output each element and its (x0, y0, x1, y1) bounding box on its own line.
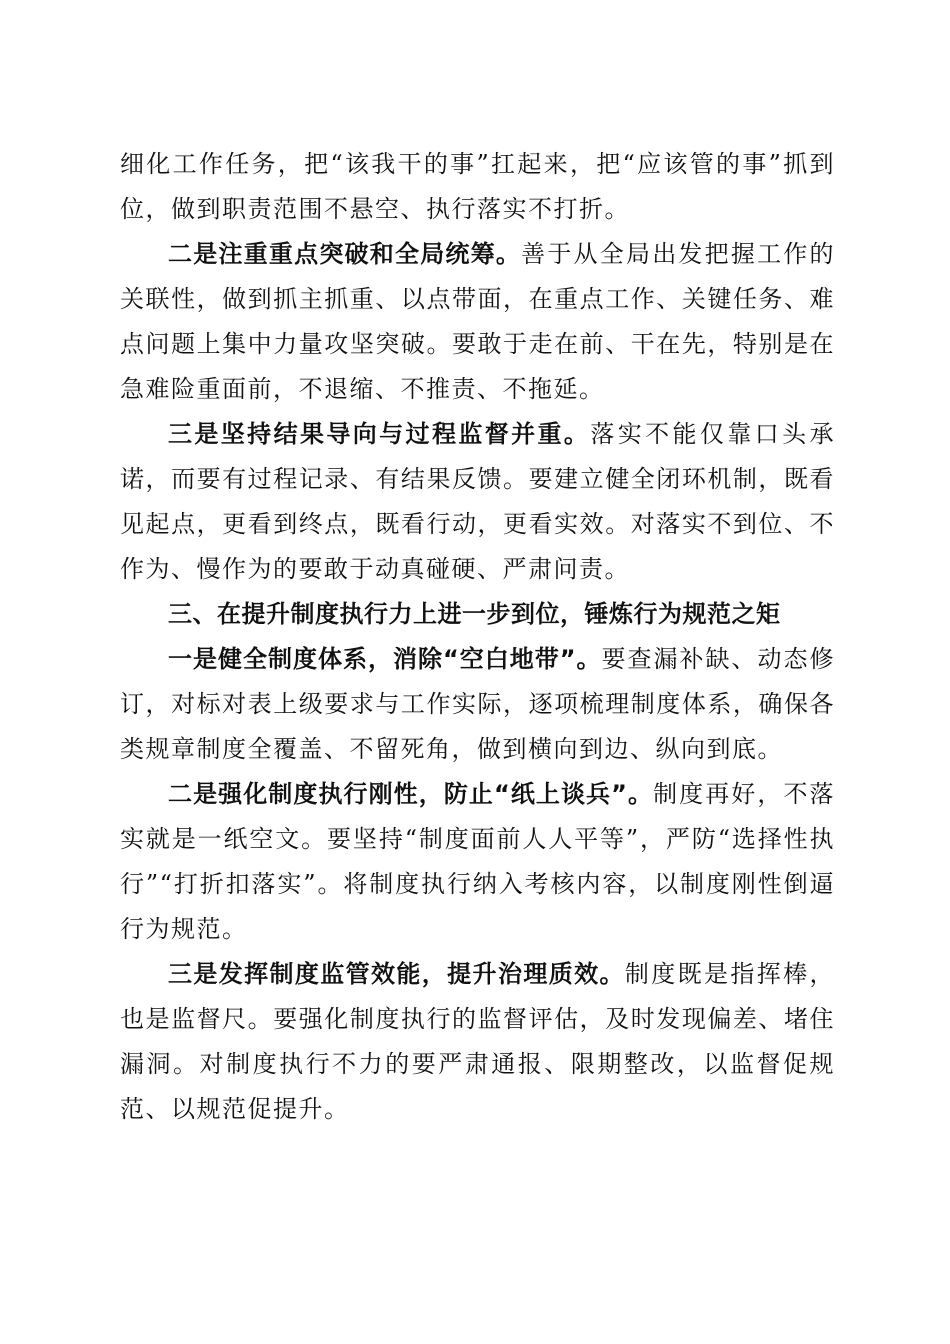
paragraph-body: 细化工作任务，把“该我干的事”扛起来，把“应该管的事”抓到位，做到职责范围不悬空、执行落实不打折。 (120, 150, 835, 223)
paragraph-body: 善于从全局出发把握工作的关联性，做到抓主抓重、以点带面，在重点工作、关键任务、难点问题上集中力量攻坚突破。要敢于走在前、干在先，特别是在急难险重面前，不退缩、不推责、不拖延。 (120, 240, 836, 403)
paragraph-result-oriented (120, 412, 835, 592)
paragraph-execution-rigidity (120, 772, 835, 952)
paragraph-continuation (120, 142, 835, 232)
paragraph-system-improvement (120, 637, 835, 772)
paragraph-body: 落实不能仅靠口头承诺，而要有过程记录、有结果反馈。要建立健全闭环机制，既看见起点，更看到终点，既看行动，更看实效。对落实不到位、不作为、慢作为的要敢于动真碰硬、严肃问责。 (120, 420, 836, 583)
paragraph-lead: 三是坚持结果导向与过程监督并重。 (168, 420, 591, 448)
paragraph-lead: 二是强化制度执行刚性，防止“纸上谈兵”。 (168, 780, 654, 808)
paragraph-body: 制度既是指挥棒，也是监督尺。要强化制度执行的监督评估，及时发现偏差、堵住漏洞。对制度执行不力的要严肃通报、限期整改，以监督促规范、以规范促提升。 (120, 960, 836, 1123)
paragraph-key-breakthrough (120, 232, 835, 412)
paragraph-body: 制度再好，不落实就是一纸空文。要坚持“制度面前人人平等”，严防“选择性执行”“打折扣落实”。将制度执行纳入考核内容，以制度刚性倒逼行为规范。 (120, 780, 836, 943)
document-body (120, 142, 835, 1132)
paragraph-supervision-efficiency (120, 952, 835, 1132)
paragraph-lead: 三是发挥制度监管效能，提升治理质效。 (168, 960, 625, 988)
paragraph-body: 要查漏补缺、动态修订，对标对表上级要求与工作实际，逐项梳理制度体系，确保各类规章制度全覆盖、不留死角，做到横向到边、纵向到底。 (120, 645, 836, 763)
paragraph-lead: 二是注重重点突破和全局统筹。 (168, 240, 522, 268)
section-heading: 三、在提升制度执行力上进一步到位，锤炼行为规范之矩 (168, 600, 781, 628)
paragraph-lead: 一是健全制度体系，消除“空白地带”。 (168, 645, 602, 673)
